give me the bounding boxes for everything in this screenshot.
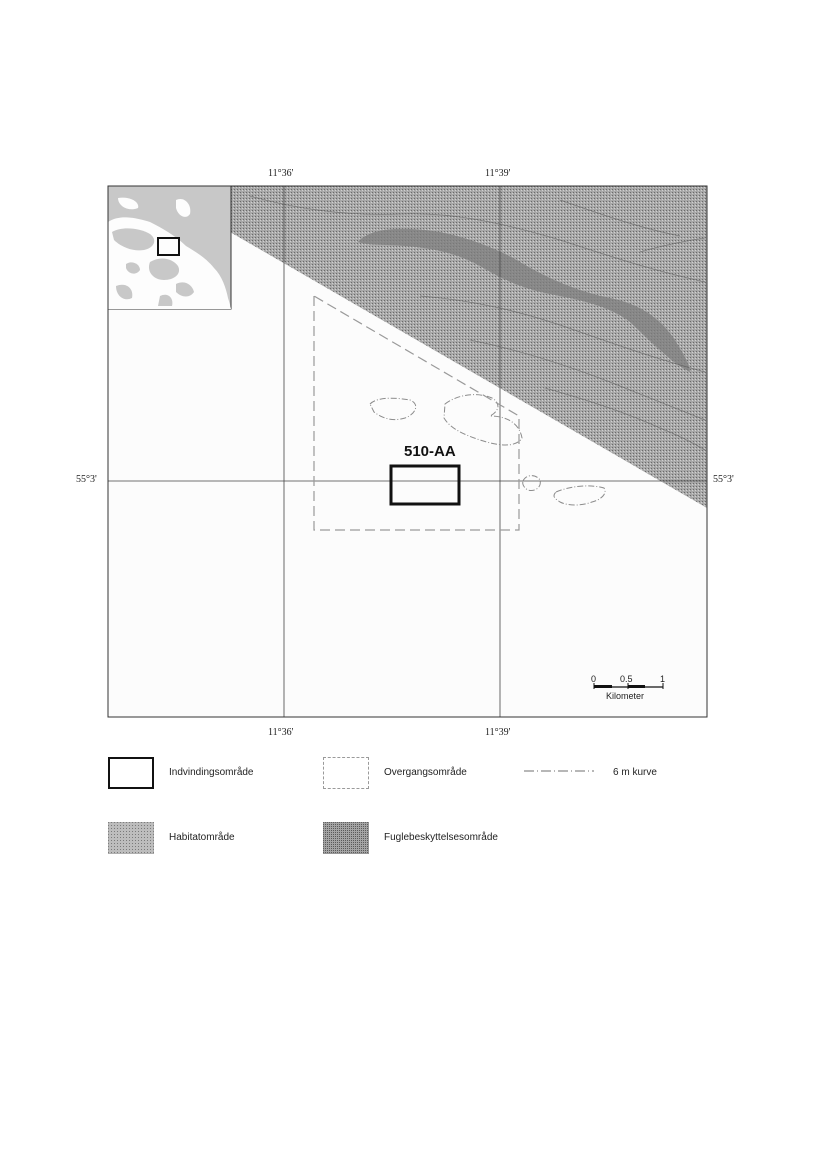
legend-label-habitat: Habitatområde [169,832,235,843]
longitude-label-bottom-left: 11°36' [268,727,294,738]
latitude-label-right: 55°3' [713,474,734,485]
legend-label-fugle: Fuglebeskyttelsesområde [384,832,498,843]
legend-label-indvinding: Indvindingsområde [169,767,254,778]
legend-swatch-indvinding [108,757,154,789]
inset-map [108,186,231,309]
legend-swatch-kurve [524,766,594,776]
latitude-label-left: 55°3' [76,474,97,485]
legend-label-kurve: 6 m kurve [613,767,657,778]
longitude-label-top-right: 11°39' [485,168,511,179]
scale-tick-mid: 0.5 [620,674,633,684]
longitude-label-bottom-right: 11°39' [485,727,511,738]
scale-tick-1: 1 [660,674,666,684]
scale-unit: Kilometer [606,691,645,701]
legend-label-overgang: Overgangsområde [384,767,467,778]
longitude-label-top-left: 11°36' [268,168,294,179]
extraction-area-label: 510-AA [404,443,456,460]
legend-swatch-overgang [323,757,369,789]
legend-swatch-habitat [108,822,154,854]
scale-tick-0: 0 [591,674,597,684]
legend-swatch-fugle [323,822,369,854]
